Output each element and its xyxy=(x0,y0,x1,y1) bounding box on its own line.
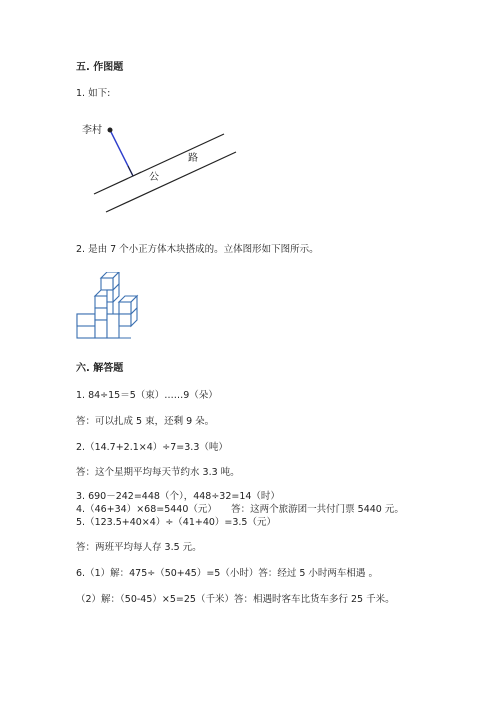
answer-line-8: 答：两班平均每人存 3.5 元。 xyxy=(76,542,202,553)
question-1-label: 1. 如下: xyxy=(76,88,111,99)
answer-line-3: 2.（14.7+2.1×4）÷7=3.3（吨） xyxy=(76,442,228,453)
village-label: 李村 xyxy=(82,125,102,136)
road-label-1: 公 xyxy=(149,172,159,183)
question-2-text: 2. 是由 7 个小正方体木块搭成的。立体图形如下图所示。 xyxy=(76,244,319,255)
road-diagram xyxy=(76,118,276,228)
cube-figure xyxy=(76,272,146,342)
village-point xyxy=(108,128,113,133)
answer-line-9: 6.（1）解：475÷（50+45）=5（小时）答：经过 5 小时两车相遇 。 xyxy=(76,568,378,579)
answer-line-1: 1. 84÷15＝5（束）……9（朵） xyxy=(76,390,218,401)
answer-line-2: 答：可以扎成 5 束，还剩 9 朵。 xyxy=(76,416,215,427)
section-heading-5: 五. 作图题 xyxy=(76,62,124,73)
answer-line-5: 3. 690－242=448（个），448÷32=14（时） xyxy=(76,491,280,502)
answer-line-4: 答：这个星期平均每天节约水 3.3 吨。 xyxy=(76,467,240,478)
answer-line-10: （2）解：（50-45）×5=25（千米）答：相遇时客车比货车多行 25 千米。 xyxy=(76,594,395,605)
answer-line-7: 5.（123.5+40×4）÷（41+40）=3.5（元） xyxy=(76,517,276,528)
section-heading-6: 六. 解答题 xyxy=(76,363,124,374)
answer-line-6: 4.（46+34）×68=5440（元） 答：这两个旅游团一共付门票 5440 元。 xyxy=(76,504,404,515)
road-label-2: 路 xyxy=(188,153,198,164)
